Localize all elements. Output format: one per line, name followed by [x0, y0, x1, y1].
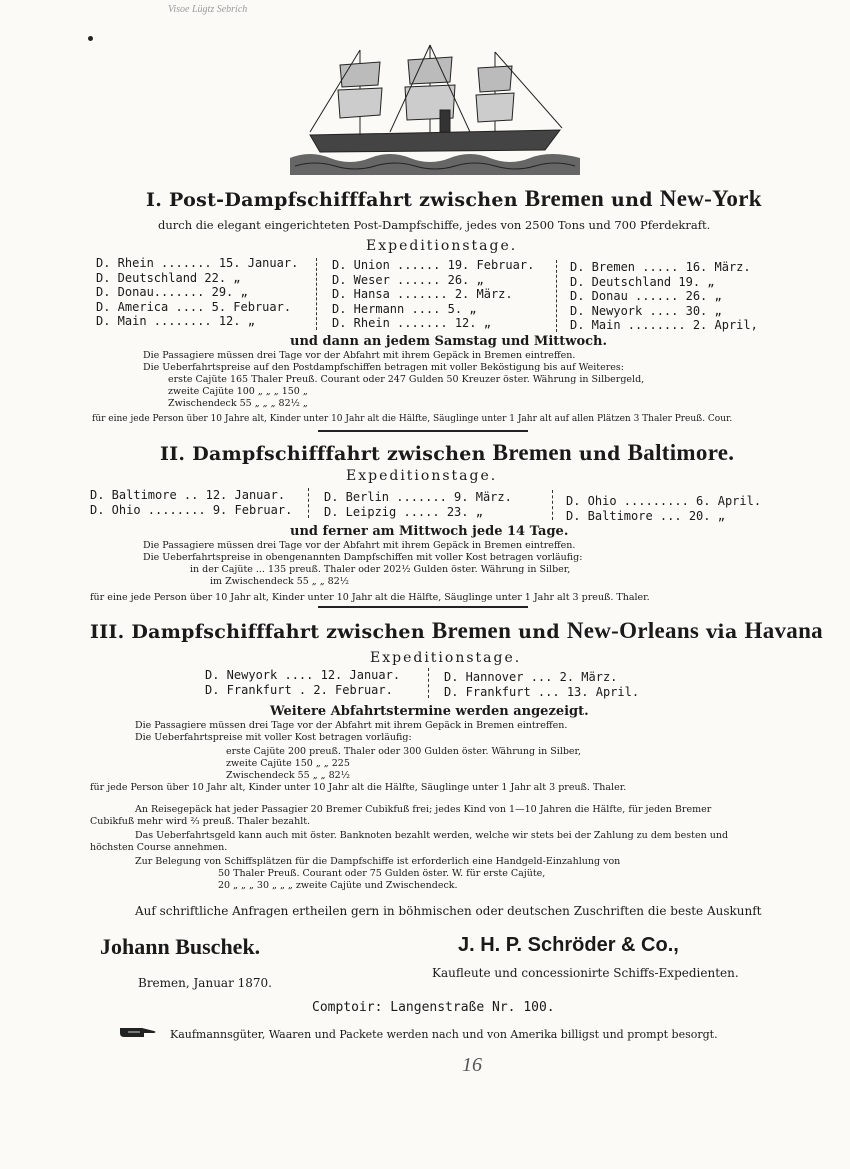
section1-note: Die Passagiere müssen drei Tage vor der Abfahrt mit ihrem Gepäck in Bremen eintreffen.: [143, 350, 576, 361]
schedule-entry: D. Deutschland 19. „: [570, 274, 715, 289]
schedule-entry: D. Leipzig ..... 23. „: [324, 504, 483, 519]
place-date: Bremen, Januar 1870.: [138, 976, 272, 990]
schedule-entry: D. Weser ...... 26. „: [332, 272, 484, 287]
company-name: J. H. P. Schröder & Co.,: [458, 934, 679, 956]
agent-signature: Johann Buschek.: [100, 934, 261, 959]
payment-note: höchsten Course annehmen.: [90, 842, 228, 853]
section2-note: Die Passagiere müssen drei Tage vor der Abfahrt mit ihrem Gepäck in Bremen eintreffen.: [143, 540, 576, 551]
schedule-entry: D. Main ........ 2. April,: [570, 318, 758, 332]
ink-dot: [88, 36, 93, 41]
company-subtitle: Kaufleute und concessionirte Schiffs-Expedienten.: [432, 966, 739, 980]
deposit-note: 50 Thaler Preuß. Courant oder 75 Gulden öster. W. für erste Cajüte,: [218, 868, 546, 879]
section2-note: für eine jede Person über 10 Jahr alt, Kinder unter 10 Jahr alt die Hälfte, Säuglinge unter 1 Jahr alt 3 preuß. Thaler.: [90, 592, 650, 603]
section1-expeditionstage: Expeditionstage.: [366, 238, 518, 254]
section2-price: in der Cajüte ... 135 preuß. Thaler oder 202½ Gulden öster. Währung in Silber,: [190, 564, 571, 575]
deposit-note: 20 „ „ „ 30 „ „ „ zweite Cajüte und Zwischendeck.: [218, 880, 458, 891]
schedule-entry: D. Newyork .... 12. Januar.: [205, 668, 401, 682]
section2-schedule-col1: [90, 488, 292, 517]
schedule-entry: D. Hansa ....... 2. März.: [332, 287, 513, 301]
baggage-note: An Reisegepäck hat jeder Passagier 20 Bremer Cubikfuß frei; jedes Kind von 1—10 Jahren die Hälfte, für jeden Bremer: [135, 804, 712, 815]
column-divider: [316, 258, 317, 330]
section3-title: III. Dampfschifffahrt zwischen Bremen und New-Orleans via Havana: [90, 618, 823, 643]
section3-expeditionstage: Expeditionstage.: [370, 650, 522, 666]
schedule-entry: D. Rhein ....... 12. „: [332, 316, 491, 330]
schedule-entry: D. Frankfurt ... 13. April.: [444, 684, 640, 699]
section3-further-dates: Weitere Abfahrtstermine werden angezeigt.: [270, 704, 589, 719]
payment-note: Das Ueberfahrtsgeld kann auch mit öster. Banknoten bezahlt werden, welche wir stets bei der Zahlung zu dem besten und: [135, 830, 729, 841]
section2-price: im Zwischendeck 55 „ „ 82½: [210, 576, 349, 587]
schedule-entry: D. Union ...... 19. Februar.: [332, 258, 535, 272]
section2-schedule-col2: [324, 490, 512, 519]
schedule-entry: D. Hannover ... 2. März.: [444, 670, 618, 684]
schedule-entry: D. Newyork .... 30. „: [570, 303, 722, 318]
schedule-entry: D. Donau....... 29. „: [96, 285, 248, 299]
schedule-entry: D. Ohio ........ 9. Februar.: [90, 502, 293, 517]
schedule-entry: D. Main ........ 12. „: [96, 314, 255, 328]
footer-note: Kaufmannsgüter, Waaren und Packete werden nach und von Amerika billigst und prompt besorgt.: [170, 1028, 718, 1041]
section1-price: Zwischendeck 55 „ „ „ 82½ „: [168, 398, 308, 409]
section-divider: [318, 430, 528, 432]
section3-schedule-col2: [444, 670, 639, 699]
section3-schedule-col1: [205, 668, 400, 697]
deposit-note: Zur Belegung von Schiffsplätzen für die Dampfschiffe ist erforderlich eine Handgeld-Einzahlung von: [135, 856, 621, 867]
schedule-entry: D. Donau ...... 26. „: [570, 289, 722, 303]
section1-price: erste Cajüte 165 Thaler Preuß. Courant oder 247 Gulden 50 Kreuzer öster. Währung in Silbergeld,: [168, 374, 645, 385]
section2-expeditionstage: Expeditionstage.: [346, 468, 498, 484]
section2-schedule-col3: [566, 494, 761, 523]
section1-note: Die Ueberfahrtspreise auf den Postdampfschiffen betragen mit voller Beköstigung bis auf Weiteres:: [143, 362, 624, 373]
section-divider: [318, 606, 528, 608]
section3-price: erste Cajüte 200 preuß. Thaler oder 300 Gulden öster. Währung in Silber,: [226, 746, 582, 757]
column-divider: [556, 260, 557, 332]
section1-frequency: und dann an jedem Samstag und Mittwoch.: [290, 334, 608, 349]
page-mark: 16: [462, 1054, 482, 1076]
section2-frequency: und ferner am Mittwoch jede 14 Tage.: [290, 524, 569, 539]
section1-schedule-col2: [332, 258, 534, 331]
schedule-entry: D. Hermann .... 5. „: [332, 301, 477, 316]
inquiry-line: Auf schriftliche Anfragen ertheilen gern in böhmischen oder deutschen Zuschriften die beste Auskunft: [135, 904, 762, 918]
steamship-illustration: [290, 40, 580, 175]
section1-schedule-col1: [96, 256, 298, 329]
schedule-entry: D. Ohio ......... 6. April.: [566, 494, 762, 508]
schedule-entry: D. Deutschland 22. „: [96, 270, 241, 285]
schedule-entry: D. Berlin ....... 9. März.: [324, 490, 512, 504]
baggage-note: Cubikfuß mehr wird ⅔ preuß. Thaler bezahlt.: [90, 816, 311, 827]
section3-price: zweite Cajüte 150 „ „ 225: [226, 758, 350, 769]
pointing-hand-icon: [118, 1024, 158, 1040]
column-divider: [308, 488, 309, 518]
schedule-entry: D. America .... 5. Februar.: [96, 299, 292, 314]
section1-title: I. Post-Dampfschifffahrt zwischen Bremen und New-York: [146, 186, 762, 211]
section3-note: für jede Person über 10 Jahr alt, Kinder unter 10 Jahr alt die Hälfte, Säuglinge unter 1 Jahr alt 3 preuß. Thaler.: [90, 782, 627, 793]
comptoir-address: Comptoir: Langenstraße Nr. 100.: [312, 1000, 555, 1015]
section3-note: Die Ueberfahrtspreise mit voller Kost betragen vorläufig:: [135, 732, 412, 743]
schedule-entry: D. Frankfurt . 2. Februar.: [205, 682, 393, 697]
section1-schedule-col3: [570, 260, 758, 333]
column-divider: [552, 490, 553, 520]
column-divider: [428, 668, 429, 698]
section3-note: Die Passagiere müssen drei Tage vor der Abfahrt mit ihrem Gepäck in Bremen eintreffen.: [135, 720, 568, 731]
section2-note: Die Ueberfahrtspreise in obengenannten Dampfschiffen mit voller Kost betragen vorläufig:: [143, 552, 583, 563]
schedule-entry: D. Baltimore ... 20. „: [566, 508, 725, 523]
section3-price: Zwischendeck 55 „ „ 82½: [226, 770, 350, 781]
section1-price: zweite Cajüte 100 „ „ „ 150 „: [168, 386, 308, 397]
section1-subtitle: durch die elegant eingerichteten Post-Dampfschiffe, jedes von 2500 Tons und 700 Pferdekraft.: [158, 218, 711, 232]
schedule-entry: D. Baltimore .. 12. Januar.: [90, 488, 286, 502]
section1-note: für eine jede Person über 10 Jahre alt, Kinder unter 10 Jahr alt die Hälfte, Säuglinge unter 1 Jahr alt auf allen Plätzen 3 Thaler Preuß. Cour.: [92, 414, 733, 424]
schedule-entry: D. Bremen ..... 16. März.: [570, 260, 751, 274]
top-faint-text: Visoe Lügtz Sebrich: [168, 4, 248, 15]
schedule-entry: D. Rhein ....... 15. Januar.: [96, 256, 299, 270]
section2-title: II. Dampfschifffahrt zwischen Bremen und Baltimore.: [160, 440, 735, 465]
